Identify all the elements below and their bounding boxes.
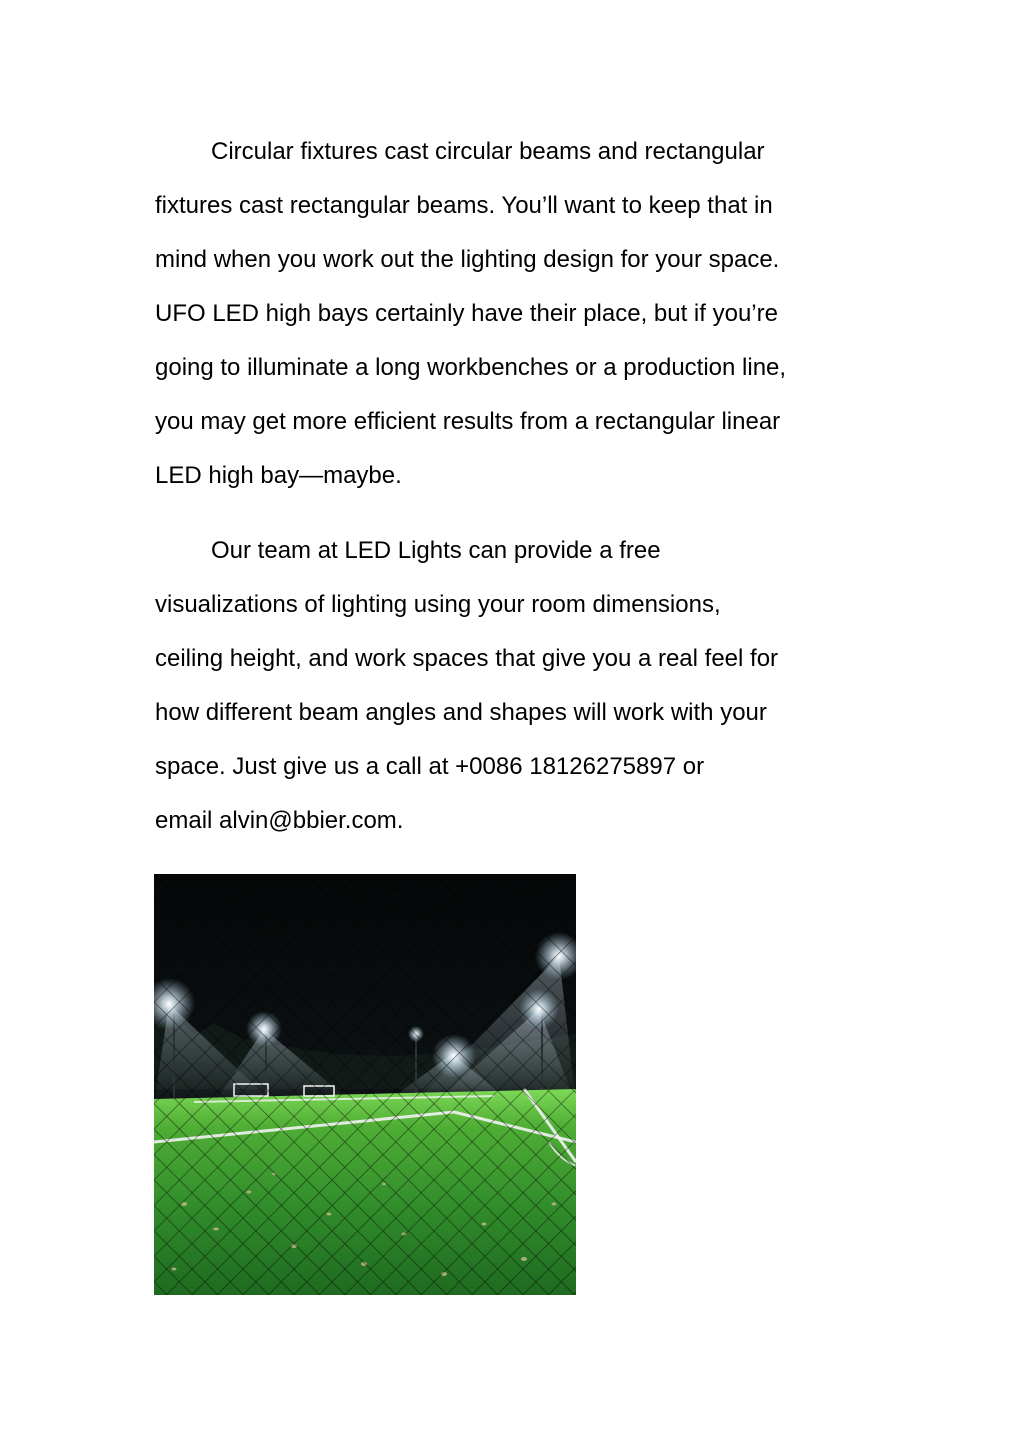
paragraph-fixture-shapes	[155, 125, 915, 503]
text-line: space. Just give us a call at +0086 18126275897 or	[155, 753, 705, 780]
text-line: UFO LED high bays certainly have their place, but if you’re	[155, 300, 778, 327]
text-line: how different beam angles and shapes will work with your	[155, 699, 767, 726]
text-line: LED high bay—maybe.	[155, 462, 402, 489]
football-pitch-photo	[154, 874, 576, 1295]
text-line: ceiling height, and work spaces that give you a real feel for	[155, 645, 779, 672]
text-line: Circular fixtures cast circular beams and rectangular	[211, 138, 765, 165]
text-line: mind when you work out the lighting design for your space.	[155, 246, 780, 273]
paragraph-contact	[155, 524, 915, 848]
text-line: visualizations of lighting using your room dimensions,	[155, 591, 721, 618]
text-line: Our team at LED Lights can provide a free	[211, 537, 661, 564]
text-line: fixtures cast rectangular beams. You’ll want to keep that in	[155, 192, 773, 219]
text-line: you may get more efficient results from a rectangular linear	[155, 408, 781, 435]
text-line: going to illuminate a long workbenches or a production line,	[155, 354, 787, 381]
chain-link-fence	[154, 874, 576, 1295]
text-line: email alvin@bbier.com.	[155, 807, 404, 834]
